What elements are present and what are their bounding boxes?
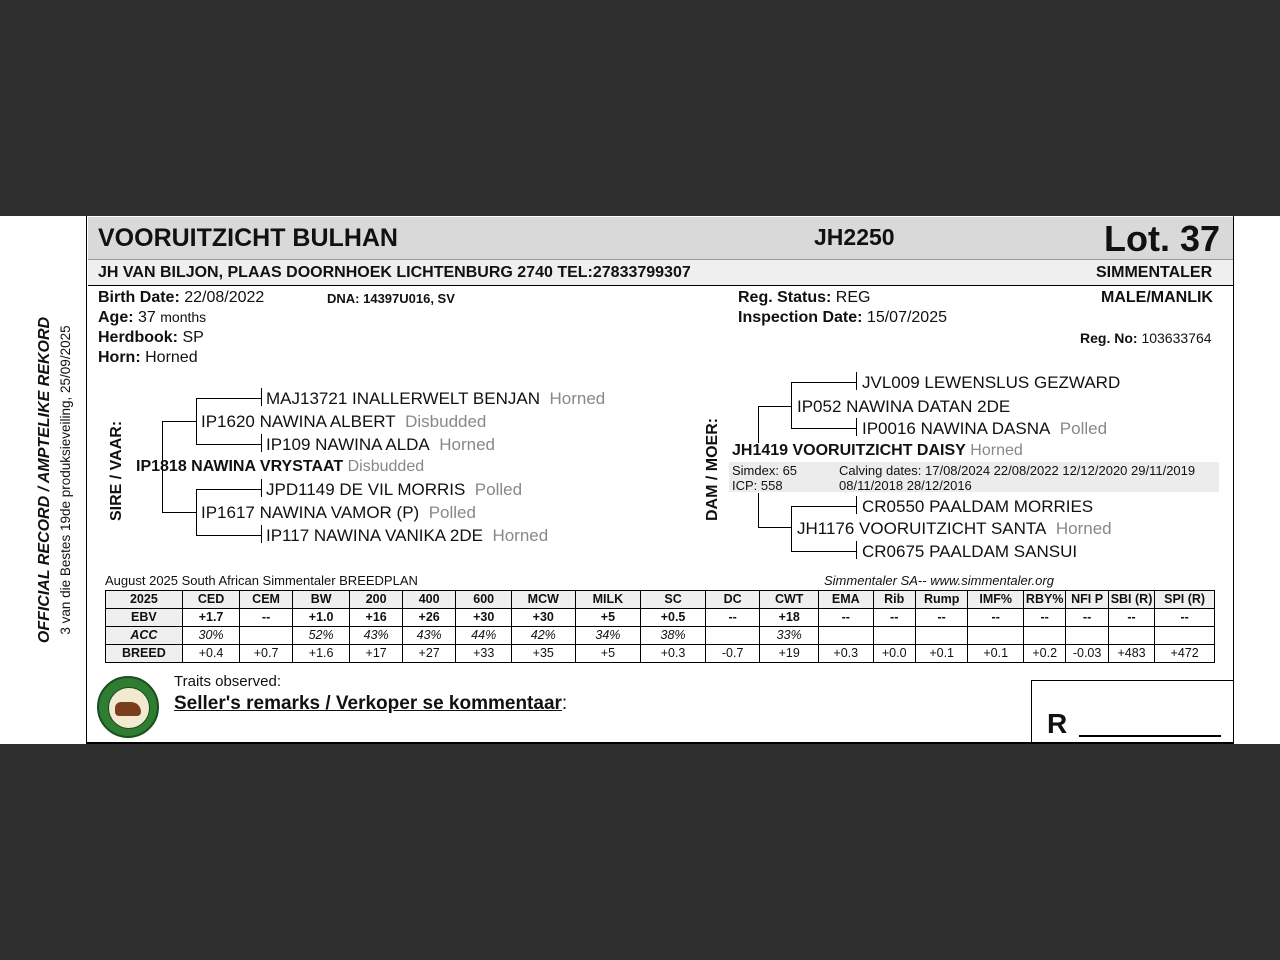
- dam-label: DAM / MOER:: [704, 417, 721, 521]
- ds-name: IP052 NAWINA DATAN 2DE: [797, 397, 1011, 416]
- breed-cell: +472: [1155, 645, 1215, 663]
- acc-cell: [240, 627, 293, 645]
- dam-dam: [797, 519, 1112, 539]
- acc-cell: [1066, 627, 1108, 645]
- ebv-header-cell: CWT: [760, 591, 819, 609]
- breed-cell: +35: [511, 645, 575, 663]
- inspection-date-label: Inspection Date:: [738, 309, 863, 326]
- sire-label: SIRE / VAAR:: [108, 420, 125, 521]
- sire-dam-dam: [266, 526, 548, 546]
- ebv-header-cell: MILK: [575, 591, 641, 609]
- ddd-tick: [856, 541, 857, 559]
- sds-status: Polled: [474, 480, 523, 499]
- price-label: R: [1047, 708, 1068, 739]
- traits-observed: Traits observed:: [174, 673, 281, 690]
- herdbook: [98, 329, 204, 347]
- acc-cell: [705, 627, 760, 645]
- acc-cell: [1023, 627, 1065, 645]
- sds-name: JPD1149 DE VIL MORRIS: [266, 480, 466, 499]
- breed-row-label: BREED: [106, 645, 183, 663]
- ssd-name: IP109 NAWINA ALDA: [266, 435, 430, 454]
- simdex: Simdex: 65: [732, 463, 798, 478]
- ebv-cell: +1.7: [182, 609, 240, 627]
- dam-sire-dam: [862, 419, 1107, 439]
- horn-value: Horned: [145, 349, 198, 366]
- breed-cell: +33: [456, 645, 512, 663]
- acc-cell: 33%: [760, 627, 819, 645]
- calving-dates-line1: Calving dates: 17/08/2024 22/08/2022 12/12/2020 29/11/2019: [839, 463, 1196, 478]
- acc-cell: 34%: [575, 627, 641, 645]
- ds-bracket-top: [791, 382, 857, 383]
- sire-dam: [201, 503, 476, 523]
- acc-cell: [915, 627, 968, 645]
- sire-sire: [201, 412, 486, 432]
- ebv-header-cell: BW: [292, 591, 350, 609]
- icp: ICP: 558: [732, 478, 783, 493]
- dd-name: JH1176 VOORUITZICHT SANTA: [797, 519, 1047, 538]
- birth-date-value: 22/08/2022: [184, 289, 265, 306]
- dam-bracket-top: [758, 406, 792, 407]
- sire-bracket-top: [162, 421, 196, 422]
- ebv-header-cell: 600: [456, 591, 512, 609]
- sd-bracket: [196, 489, 197, 536]
- sd-bracket-bottom: [196, 535, 262, 536]
- breed-cell: +0.3: [818, 645, 873, 663]
- breed-cell: +27: [402, 645, 456, 663]
- birth-date: [98, 289, 264, 307]
- sd-name: IP1617 NAWINA VAMOR (P): [201, 503, 420, 522]
- ebv-cell: +5: [575, 609, 641, 627]
- sire-name: IP1818 NAWINA VRYSTAAT: [136, 458, 344, 475]
- ss-bracket-bottom: [196, 444, 262, 445]
- official-record-text: OFFICIAL RECORD / AMPTELIKE REKORD: [36, 316, 53, 644]
- ebv-cell: +16: [350, 609, 403, 627]
- inspection-date: [738, 309, 947, 327]
- ebv-cell: --: [1066, 609, 1108, 627]
- acc-cell: 43%: [350, 627, 403, 645]
- dam-status: Horned: [970, 442, 1023, 459]
- ebv-header-cell: EMA: [818, 591, 873, 609]
- ebv-row-label: EBV: [106, 609, 183, 627]
- reg-status: [738, 289, 870, 307]
- breed-cell: +0.3: [641, 645, 706, 663]
- ebv-cell: +0.5: [641, 609, 706, 627]
- acc-cell: 52%: [292, 627, 350, 645]
- breed-cell: +0.1: [915, 645, 968, 663]
- ebv-header-cell: MCW: [511, 591, 575, 609]
- dd-status: Horned: [1055, 519, 1112, 538]
- ebv-cell: --: [915, 609, 968, 627]
- sdd-name: IP117 NAWINA VANIKA 2DE: [266, 526, 483, 545]
- sire-bracket-bottom: [162, 512, 196, 513]
- ebv-cell: +30: [511, 609, 575, 627]
- acc-cell: [1155, 627, 1215, 645]
- official-record-side-label: [34, 300, 86, 660]
- sire-sire-dam: [266, 435, 495, 455]
- dam-dam-sire: [862, 497, 1093, 517]
- ss-status: Disbudded: [405, 412, 487, 431]
- breed-cell: +483: [1108, 645, 1154, 663]
- dsd-tick: [856, 418, 857, 436]
- ebv-cell: +30: [456, 609, 512, 627]
- dam-bracket-bottom-vert: [758, 493, 759, 528]
- ebv-header-cell: NFI P: [1066, 591, 1108, 609]
- ebv-header-cell: 400: [402, 591, 456, 609]
- ebv-header-cell: DC: [705, 591, 760, 609]
- logo-inner-circle: [108, 687, 150, 729]
- breed-cell: +1.6: [292, 645, 350, 663]
- ebv-header-cell: Rib: [873, 591, 915, 609]
- lot-number: Lot. 37: [1104, 218, 1221, 259]
- dam-animal: [732, 442, 1023, 460]
- ebv-cell: --: [873, 609, 915, 627]
- breed-cell: +0.1: [968, 645, 1024, 663]
- ebv-cell: --: [1108, 609, 1154, 627]
- sss-tick: [261, 388, 262, 406]
- acc-cell: [818, 627, 873, 645]
- dsd-status: Polled: [1059, 419, 1108, 438]
- sex: MALE/MANLIK: [1101, 289, 1213, 306]
- horn-label: Horn:: [98, 349, 141, 366]
- ebv-cell: --: [240, 609, 293, 627]
- age-label: Age:: [98, 309, 134, 326]
- ebv-cell: --: [705, 609, 760, 627]
- dam-name: JH1419 VOORUITZICHT DAISY: [732, 442, 966, 459]
- breed-cell: +0.0: [873, 645, 915, 663]
- sss-status: Horned: [549, 389, 606, 408]
- price-input-line[interactable]: [1079, 735, 1221, 737]
- ss-bracket: [196, 398, 197, 445]
- dam-bracket-bottom: [758, 527, 792, 528]
- ssd-tick: [261, 434, 262, 452]
- dds-tick: [856, 496, 857, 514]
- sire-animal: [136, 458, 424, 476]
- acc-row: [106, 627, 1215, 645]
- sellers-remarks-colon: :: [561, 693, 568, 714]
- dd-bracket-top: [791, 506, 857, 507]
- dss-name: JVL009 LEWENSLUS GEZWARD: [862, 373, 1121, 392]
- sdd-status: Horned: [492, 526, 549, 545]
- bottom-border: [86, 742, 1234, 744]
- horn: [98, 349, 198, 367]
- dds-name: CR0550 PAALDAM MORRIES: [862, 497, 1094, 516]
- acc-cell: [1108, 627, 1154, 645]
- animal-code: JH2250: [814, 224, 895, 250]
- ss-bracket-top: [196, 398, 262, 399]
- acc-cell: [873, 627, 915, 645]
- ebv-cell: --: [1155, 609, 1215, 627]
- ebv-cell: +26: [402, 609, 456, 627]
- acc-cell: 43%: [402, 627, 456, 645]
- acc-cell: [968, 627, 1024, 645]
- dam-dam-dam: [862, 542, 1077, 562]
- age-unit: months: [160, 309, 207, 325]
- ebv-header-row: [106, 591, 1215, 609]
- reg-status-value: REG: [835, 289, 871, 306]
- breed-cell: +5: [575, 645, 641, 663]
- herdbook-label: Herdbook:: [98, 329, 178, 346]
- dsd-name: IP0016 NAWINA DASNA: [862, 419, 1051, 438]
- dam-sire: [797, 397, 1010, 417]
- sellers-remarks-label: Seller's remarks / Verkoper se kommentaar: [174, 693, 562, 714]
- dd-bracket: [791, 506, 792, 552]
- acc-cell: 42%: [511, 627, 575, 645]
- ebv-row: [106, 609, 1215, 627]
- breed-cell: +0.4: [182, 645, 240, 663]
- reg-status-label: Reg. Status:: [738, 289, 832, 306]
- breed-name: SIMMENTALER: [1096, 264, 1213, 281]
- herdbook-value: SP: [182, 329, 204, 346]
- ssd-status: Horned: [439, 435, 495, 454]
- breed-cell: +17: [350, 645, 403, 663]
- ebv-cell: --: [818, 609, 873, 627]
- ebv-header-cell: SBI (R): [1108, 591, 1154, 609]
- ebv-cell: --: [1023, 609, 1065, 627]
- sdd-tick: [261, 525, 262, 543]
- ebv-header-cell: RBY%: [1023, 591, 1065, 609]
- ebv-cell: +1.0: [292, 609, 350, 627]
- inspection-date-value: 15/07/2025: [866, 309, 947, 326]
- ebv-table: [105, 590, 1215, 663]
- ebv-header-cell: SC: [641, 591, 706, 609]
- breed-row: [106, 645, 1215, 663]
- breed-cell: +19: [760, 645, 819, 663]
- reg-no-value: 103633764: [1141, 330, 1212, 346]
- age: [98, 309, 206, 327]
- breed-cell: -0.03: [1066, 645, 1108, 663]
- breedplan-title: August 2025 South African Simmentaler BREEDPLAN: [105, 573, 418, 588]
- ebv-header-cell: SPI (R): [1155, 591, 1215, 609]
- acc-row-label: ACC: [106, 627, 183, 645]
- dna-info: DNA: 14397U016, SV: [327, 291, 455, 306]
- ebv-header-cell: CED: [182, 591, 240, 609]
- sd-status: Polled: [428, 503, 476, 522]
- ds-bracket: [791, 382, 792, 429]
- cow-head-icon: [115, 702, 141, 716]
- ebv-header-cell: Rump: [915, 591, 968, 609]
- acc-cell: 38%: [641, 627, 706, 645]
- breed-cell: -0.7: [705, 645, 760, 663]
- simmentaler-logo: [97, 676, 159, 738]
- ebv-header-cell: IMF%: [968, 591, 1024, 609]
- age-value: 37: [138, 309, 156, 326]
- calving-dates-line2: 08/11/2018 28/12/2016: [839, 478, 972, 493]
- auction-info-text: 3 van die Bestes 19de produksieveiling, 25/09/2025: [58, 325, 73, 635]
- ds-bracket-bottom: [791, 428, 857, 429]
- breed-cell: +0.7: [240, 645, 293, 663]
- breeder-info: JH VAN BILJON, PLAAS DOORNHOEK LICHTENBURG 2740 TEL:27833799307: [98, 264, 691, 281]
- ebv-header-cell: 200: [350, 591, 403, 609]
- sire-dam-sire: [266, 480, 522, 500]
- dd-bracket-bottom: [791, 551, 857, 552]
- dam-sire-sire: [862, 373, 1120, 393]
- animal-name: VOORUITZICHT BULHAN: [98, 224, 398, 252]
- birth-date-label: Birth Date:: [98, 289, 180, 306]
- dam-bracket-top-vert: [758, 406, 759, 443]
- sss-name: MAJ13721 INALLERWELT BENJAN: [266, 389, 541, 408]
- ss-name: IP1620 NAWINA ALBERT: [201, 412, 396, 431]
- reg-no-label: Reg. No:: [1080, 330, 1138, 346]
- sd-bracket-top: [196, 489, 262, 490]
- ebv-cell: +18: [760, 609, 819, 627]
- acc-cell: 44%: [456, 627, 512, 645]
- sellers-remarks: [174, 693, 567, 715]
- breed-cell: +0.2: [1023, 645, 1065, 663]
- ddd-name: CR0675 PAALDAM SANSUI: [862, 542, 1078, 561]
- ebv-header-cell: CEM: [240, 591, 293, 609]
- sds-tick: [261, 479, 262, 497]
- breedplan-website: Simmentaler SA-- www.simmentaler.org: [824, 573, 1054, 588]
- ebv-header-cell: 2025: [106, 591, 183, 609]
- acc-cell: 30%: [182, 627, 240, 645]
- reg-no: [1080, 330, 1212, 346]
- sire-status: Disbudded: [347, 458, 425, 475]
- dss-tick: [856, 372, 857, 390]
- ebv-cell: --: [968, 609, 1024, 627]
- sire-sire-sire: [266, 389, 605, 409]
